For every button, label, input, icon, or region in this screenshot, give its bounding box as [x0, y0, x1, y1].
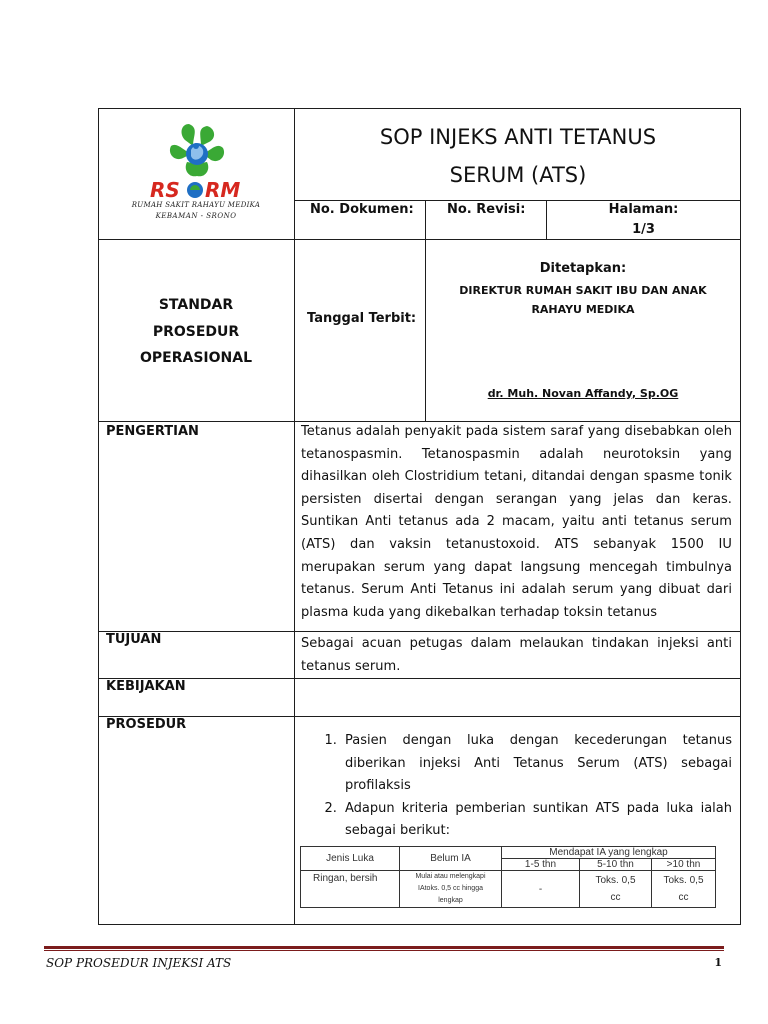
svg-text:RM: RM [205, 178, 241, 202]
col-mendapat-ia: Mendapat IA yang lengkap [502, 847, 716, 859]
divider-kebijakan-bottom [98, 716, 741, 717]
svg-text:RS: RS [150, 178, 180, 202]
pengertian-label: PENGERTIAN [106, 424, 199, 439]
divider-header-bottom [98, 239, 741, 240]
criteria-table [300, 846, 716, 908]
prosedur-list [301, 730, 732, 843]
halaman-label: Halaman: [608, 202, 679, 217]
cell-1-5: - [502, 871, 580, 908]
prosedur-item-2: 2. Adapun kriteria pemberian suntikan ATS pada luka ialah sebagai berikut: [341, 798, 732, 843]
footer-page-number: 1 [714, 956, 722, 969]
footer-rule-thick [44, 946, 724, 949]
sop-label-line-1: STANDAR [158, 297, 234, 313]
title-line-1: SOP INJEKS ANTI TETANUS [379, 125, 657, 149]
divider-title-bottom [294, 200, 741, 201]
tujuan-text: Sebagai acuan petugas dalam melaukan tindakan injeksi anti tetanus serum. [301, 636, 732, 674]
prosedur-item-1: 1. Pasien dengan luka dengan kecederungan tetanus diberikan injeksi Anti Tetanus Serum (ATS) sebagai profilaksis [341, 730, 732, 798]
table-border-bottom [98, 924, 741, 925]
table-border-left [98, 108, 99, 925]
table-row [301, 871, 716, 908]
cell-gt10: Toks. 0,5 cc [652, 871, 716, 908]
signatory-name: dr. Muh. Novan Affandy, Sp.OG [487, 387, 679, 400]
ditetapkan-label: Ditetapkan: [539, 261, 627, 276]
title-line-2: SERUM (ATS) [449, 163, 587, 187]
pengertian-text: Tetanus adalah penyakit pada sistem saraf yang disebabkan oleh tetanospasmin. Tetanospasmin adalah neurotoksin yang dihasilkan oleh Clostridium tetani, ditandai dengan spasme tonik persisten disertai dengan serangan yang jelas dan keras. Suntikan Anti tetanus ada 2 macam, yaitu anti tetanus serum (ATS) dan vaksin tetanustoxoid. ATS sebanyak 1500 IU merupakan serum yang dapat langsung mencegah timbulnya tetanus. Serum Anti Tetanus ini adalah serum yang dibuat dari plasma kuda yang dikebalkan terhadap toksin tetanus [301, 424, 732, 620]
divider-pengertian-bottom [98, 631, 741, 632]
col-jenis-luka: Jenis Luka [301, 847, 400, 871]
cell-belum: Mulai atau melengkapi IAtoks. 0,5 cc hingga lengkap [400, 871, 502, 908]
cell-5-10: Toks. 0,5 cc [580, 871, 652, 908]
sop-label-line-3: OPERASIONAL [139, 350, 252, 366]
col-5-10-thn: 5-10 thn [580, 859, 652, 871]
sop-label [98, 292, 294, 372]
no-revisi-label: No. Revisi: [447, 202, 526, 217]
divider-left-col [294, 108, 295, 925]
hospital-name: RUMAH SAKIT RAHAYU MEDIKA [131, 201, 261, 209]
col-1-5-thn: 1-5 thn [502, 859, 580, 871]
col-belum-ia: Belum IA [400, 847, 502, 871]
document-title [296, 118, 740, 194]
tanggal-terbit-label: Tanggal Terbit: [307, 311, 417, 326]
table-border-right [740, 108, 741, 925]
col-gt-10-thn: >10 thn [652, 859, 716, 871]
direktur-line-2: RAHAYU MEDIKA [531, 303, 635, 316]
tujuan-label: TUJUAN [106, 632, 162, 647]
cell-jenis: Ringan, bersih [301, 871, 400, 908]
kebijakan-label: KEBIJAKAN [106, 679, 186, 694]
halaman-value: 1/3 [632, 222, 655, 237]
divider-dok-rev [425, 200, 426, 240]
footer-title: SOP PROSEDUR INJEKSI ATS [46, 956, 232, 970]
table-border-top [98, 108, 741, 109]
no-dokumen-label: No. Dokumen: [310, 202, 414, 217]
hospital-location: KEBAMAN - SRONO [155, 212, 237, 220]
footer-rule-thin [44, 950, 724, 951]
direktur-line-1: DIREKTUR RUMAH SAKIT IBU DAN ANAK [459, 284, 707, 297]
sop-label-line-2: PROSEDUR [152, 323, 240, 340]
prosedur-label: PROSEDUR [106, 717, 187, 732]
